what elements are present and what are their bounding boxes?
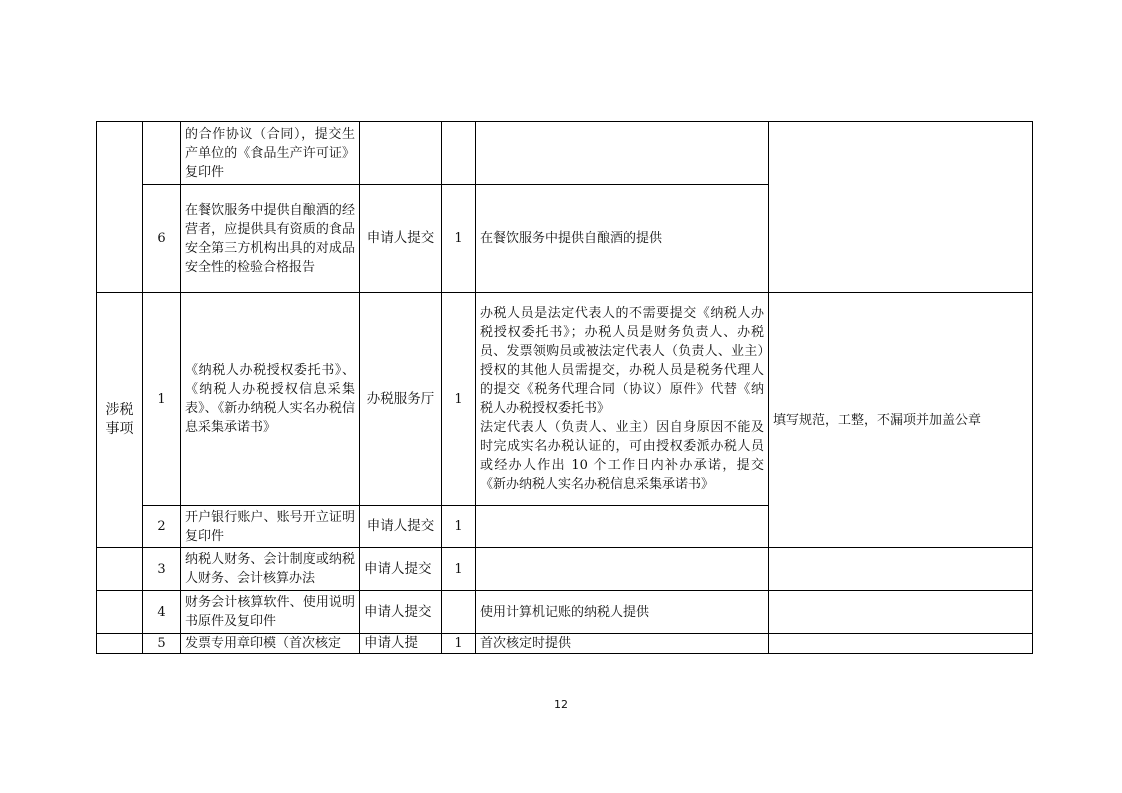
count-cell <box>442 591 476 634</box>
note-cell <box>476 122 769 185</box>
category-cell-prev <box>97 122 143 293</box>
note-cell: 在餐饮服务中提供自酿酒的提供 <box>476 185 769 293</box>
material-cell: 开户银行账户、账号开立证明复印件 <box>181 506 360 548</box>
count-cell <box>442 122 476 185</box>
requirement-cell-empty <box>769 591 1033 634</box>
material-cell: 《纳税人办税授权委托书》、《纳税人办税授权信息采集表》、《新办纳税人实名办税信息采集承诺书》 <box>181 293 360 506</box>
source-cell <box>360 122 442 185</box>
source-cell: 申请人提交 <box>360 185 442 293</box>
row-number: 5 <box>143 634 181 654</box>
note-paragraph: 法定代表人（负责人、业主）因自身原因不能及时完成实名办税认证的，可由授权委派办税人员或经办人作出 10 个工作日内补办承诺，提交《新办纳税人实名办税信息采集承诺书》 <box>480 420 764 492</box>
source-cell: 申请人提交 <box>360 548 442 591</box>
materials-table <box>96 121 1033 654</box>
table-row <box>97 548 1033 591</box>
note-cell: 使用计算机记账的纳税人提供 <box>476 591 769 634</box>
table-row <box>97 591 1033 634</box>
requirement-cell-prev <box>769 122 1033 293</box>
count-cell: 1 <box>442 506 476 548</box>
category-cell <box>97 293 143 548</box>
row-number: 1 <box>143 293 181 506</box>
category-label: 涉税事项 <box>105 402 134 437</box>
note-cell: 首次核定时提供 <box>476 634 769 654</box>
material-cell: 的合作协议（合同），提交生产单位的《食品生产许可证》复印件 <box>181 122 360 185</box>
source-cell: 申请人提 <box>360 634 442 654</box>
row-number: 3 <box>143 548 181 591</box>
row-number: 4 <box>143 591 181 634</box>
page-number: 12 <box>554 698 568 711</box>
note-cell <box>476 293 769 506</box>
note-paragraph: 办税人员是法定代表人的不需要提交《纳税人办税授权委托书》；办税人员是财务负责人、办税员、发票领购员或被法定代表人（负责人、业主）授权的其他人员需提交，办税人员是税务代理人的提交《税务代理合同（协议）原件》代替《纳税人办税授权委托书》 <box>480 306 764 416</box>
material-cell: 纳税人财务、会计制度或纳税人财务、会计核算办法 <box>181 548 360 591</box>
requirement-cell: 填写规范，工整，不漏项并加盖公章 <box>769 293 1033 548</box>
material-cell: 在餐饮服务中提供自酿酒的经营者，应提供具有资质的食品安全第三方机构出具的对成品安全性的检验合格报告 <box>181 185 360 293</box>
requirement-cell-empty <box>769 634 1033 654</box>
count-cell: 1 <box>442 293 476 506</box>
source-cell: 办税服务厅 <box>360 293 442 506</box>
table-row <box>97 634 1033 654</box>
category-cell-empty <box>97 591 143 634</box>
note-cell <box>476 506 769 548</box>
requirement-cell-empty <box>769 548 1033 591</box>
count-cell: 1 <box>442 548 476 591</box>
row-number: 2 <box>143 506 181 548</box>
category-cell-empty <box>97 634 143 654</box>
table-row <box>97 293 1033 506</box>
row-number <box>143 122 181 185</box>
source-cell: 申请人提交 <box>360 591 442 634</box>
material-cell: 财务会计核算软件、使用说明书原件及复印件 <box>181 591 360 634</box>
category-cell-empty <box>97 548 143 591</box>
note-cell <box>476 548 769 591</box>
table-row <box>97 122 1033 185</box>
material-cell: 发票专用章印模（首次核定 <box>181 634 360 654</box>
count-cell: 1 <box>442 185 476 293</box>
count-cell: 1 <box>442 634 476 654</box>
source-cell: 申请人提交 <box>360 506 442 548</box>
row-number: 6 <box>143 185 181 293</box>
